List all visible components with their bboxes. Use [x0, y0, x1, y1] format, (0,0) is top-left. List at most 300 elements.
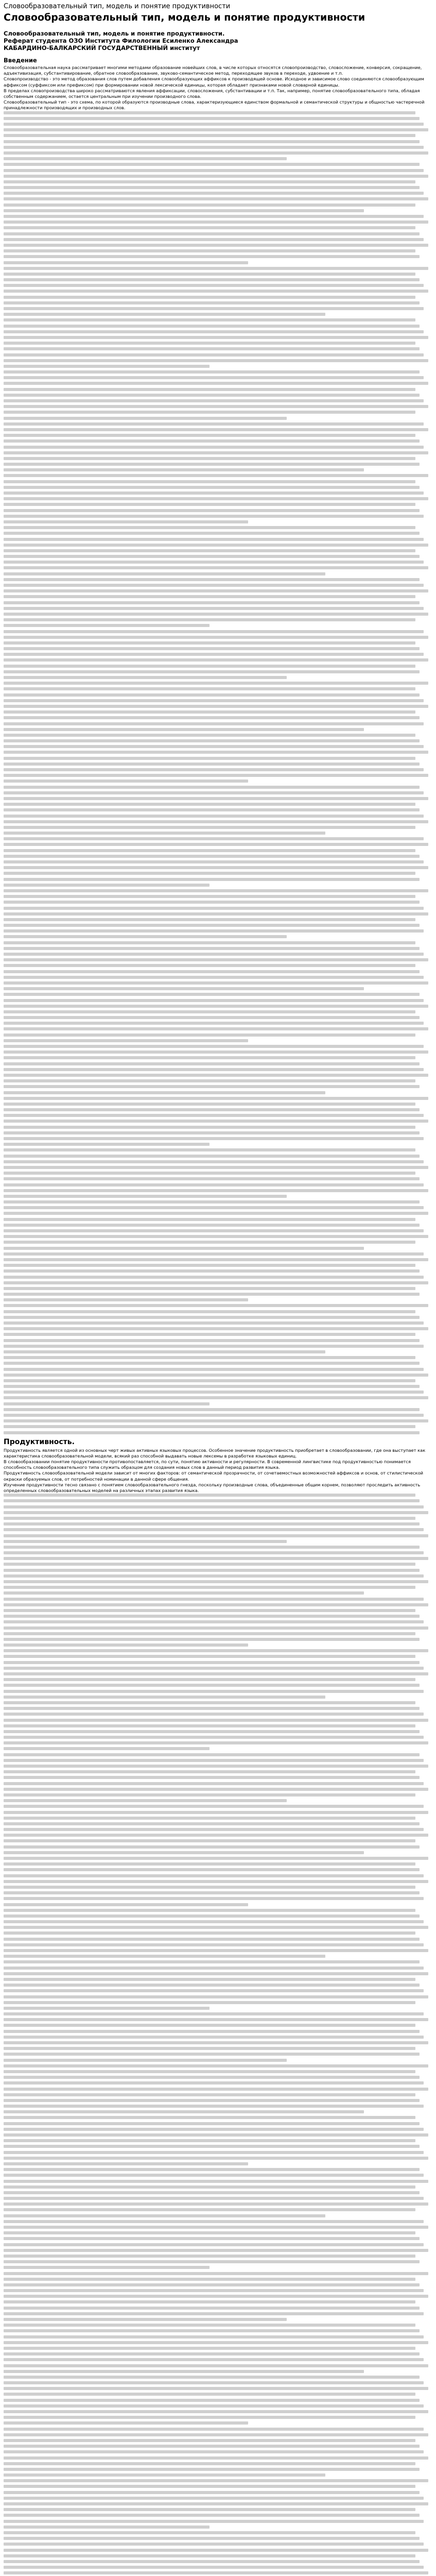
- text-line: [4, 422, 424, 426]
- text-line: [4, 1045, 424, 1048]
- text-line: [4, 111, 415, 114]
- text-line: [4, 866, 428, 869]
- text-line: [4, 2059, 287, 2062]
- text-line: [4, 376, 424, 379]
- text-line: [4, 1160, 424, 1163]
- text-line: [4, 2508, 415, 2511]
- text-line: [4, 1880, 428, 1883]
- text-line: [4, 566, 428, 569]
- text-line: [4, 705, 428, 708]
- text-line: [4, 2520, 424, 2523]
- text-line: [4, 699, 424, 702]
- text-line: [4, 1920, 424, 1923]
- text-line: [4, 768, 424, 771]
- text-line: [4, 1339, 420, 1342]
- text-line: [4, 2364, 428, 2367]
- text-line: [4, 2174, 424, 2177]
- text-line: [4, 826, 415, 829]
- text-line: [4, 658, 428, 662]
- text-line: [4, 532, 420, 535]
- text-line: [4, 1557, 428, 1560]
- text-line: [4, 762, 420, 766]
- text-line: [4, 1074, 428, 1077]
- text-line: [4, 1580, 428, 1583]
- text-line: [4, 561, 424, 564]
- text-line: [4, 382, 428, 385]
- text-line: [4, 1817, 415, 1820]
- text-line: [4, 1569, 420, 1572]
- text-line: [4, 1379, 415, 1382]
- text-line: [4, 1206, 424, 1209]
- text-line: [4, 1851, 364, 1854]
- text-line: [4, 1897, 424, 1900]
- text-line: [4, 803, 415, 806]
- text-line: [4, 2088, 428, 2091]
- text-line: [4, 417, 287, 420]
- text-line: [4, 1287, 415, 1290]
- text-line: [4, 1805, 424, 1808]
- text-line: [4, 2421, 248, 2425]
- text-line: [4, 411, 415, 414]
- text-line: [4, 128, 428, 131]
- text-line: [4, 204, 415, 207]
- text-line: [4, 970, 420, 973]
- text-line: [4, 2070, 415, 2073]
- text-line: [4, 2439, 415, 2442]
- text-line: [4, 918, 415, 921]
- text-line: [4, 1984, 420, 1987]
- text-line: [4, 1172, 415, 1175]
- text-line: [4, 2214, 325, 2217]
- text-line: [4, 1368, 424, 1371]
- text-line: [4, 503, 415, 506]
- text-line: [4, 2376, 420, 2379]
- text-line: [4, 1868, 420, 1871]
- text-line: [4, 595, 415, 598]
- text-line: [4, 1678, 415, 1681]
- text-line: [4, 1713, 424, 1716]
- section-heading-productivity: Продуктивность.: [4, 1437, 75, 1446]
- text-line: [4, 2393, 415, 2396]
- text-line: [4, 1517, 415, 1520]
- text-line: [4, 1177, 420, 1180]
- text-line: [4, 2151, 424, 2154]
- text-line: [4, 2283, 420, 2286]
- text-line: [4, 1137, 424, 1140]
- text-line: [4, 1995, 428, 1998]
- text-line: [4, 2416, 415, 2419]
- text-line: [4, 953, 424, 956]
- text-line: [4, 2352, 420, 2355]
- text-line: [4, 791, 424, 794]
- text-line: [4, 734, 415, 737]
- text-line: [4, 1845, 420, 1849]
- text-line: [4, 1834, 428, 1837]
- text-line: [4, 2502, 428, 2505]
- text-line: [4, 2410, 428, 2413]
- text-line: [4, 2462, 415, 2465]
- text-line: [4, 474, 428, 477]
- text-line: [4, 1989, 424, 1992]
- text-line: [4, 895, 415, 898]
- text-line: [4, 2105, 424, 2108]
- text-line: [4, 924, 420, 927]
- text-line: [4, 2122, 420, 2125]
- text-line: [4, 1632, 415, 1635]
- text-line: [4, 1862, 415, 1866]
- text-line: [4, 2036, 424, 2039]
- text-line: [4, 2191, 420, 2194]
- text-line: [4, 1960, 420, 1963]
- text-line: [4, 884, 210, 887]
- text-line: [4, 2428, 424, 2431]
- text-line: [4, 1782, 424, 1785]
- text-line: [4, 1724, 415, 1727]
- text-line: [4, 1615, 420, 1618]
- text-line: [4, 1603, 428, 1606]
- text-line: [4, 2041, 428, 2044]
- text-line: [4, 439, 420, 443]
- text-line: [4, 2307, 420, 2310]
- text-line: [4, 1016, 420, 1019]
- text-line: [4, 1345, 424, 1348]
- text-line: [4, 1978, 415, 1981]
- text-line: [4, 2157, 428, 2160]
- text-line: [4, 221, 428, 224]
- text-line: [4, 1062, 420, 1065]
- text-line: [4, 1027, 428, 1030]
- text-line: [4, 157, 287, 160]
- text-line: [4, 901, 420, 904]
- text-line: [4, 572, 325, 575]
- text-line: [4, 2237, 420, 2240]
- text-line: [4, 2197, 424, 2200]
- text-line: [4, 912, 428, 916]
- text-line: [4, 2162, 248, 2165]
- text-line: [4, 146, 424, 149]
- text-line: [4, 1903, 248, 1906]
- text-line: [4, 330, 424, 333]
- text-line: [4, 2571, 428, 2574]
- text-line: [4, 999, 424, 1002]
- text-line: [4, 947, 420, 950]
- text-line: [4, 1247, 364, 1250]
- text-line: [4, 1696, 325, 1699]
- text-line: [4, 1050, 428, 1054]
- text-line: [4, 1356, 415, 1359]
- text-line: [4, 2128, 424, 2131]
- text-line: [4, 1886, 415, 1889]
- text-line: [4, 370, 420, 374]
- text-line: [4, 757, 415, 760]
- text-line: [4, 267, 428, 270]
- text-line: [4, 1120, 428, 1123]
- text-line: [4, 2497, 424, 2500]
- text-line: [4, 2370, 364, 2373]
- text-line: [4, 1327, 428, 1330]
- text-line: [4, 1626, 428, 1630]
- text-line: [4, 941, 415, 944]
- text-line: [4, 2226, 428, 2229]
- text-line: [4, 2168, 420, 2171]
- text-line: [4, 353, 424, 357]
- text-line: [4, 716, 420, 719]
- text-line: [4, 1909, 415, 1912]
- text-line: [4, 2001, 415, 2004]
- text-line: [4, 1828, 424, 1831]
- text-line: [4, 2231, 415, 2234]
- text-line: [4, 2202, 428, 2206]
- text-line: [4, 1765, 428, 1768]
- text-line: [4, 2318, 287, 2321]
- text-line: [4, 1391, 424, 1394]
- text-line: [4, 774, 428, 777]
- text-line: [4, 618, 415, 621]
- text-line: [4, 244, 428, 247]
- text-line: [4, 1350, 325, 1353]
- text-line: [4, 169, 424, 172]
- section-paragraph: Продуктивность является одной из основных черт живых активных языковых процессов. Особенное значение продуктивность приобретает в словообразовании, где она выступает как характеристика словообразовательной модели, всякий раз способной выдавать новые лексемы в разработке языковых единиц.: [4, 1447, 426, 1459]
- intro-paragraph: Словопроизводство - это метод образования слов путем добавления словообразующих аффиксов к производящей основе. Исходное и зависимое слово соединяются словообразующим аффиксом (суффиксом или префиксом) при формировании новой лексической единицы, которая обладает признаками новой словарной единицы.: [4, 76, 424, 88]
- text-line: [4, 2260, 420, 2263]
- text-line: [4, 2278, 415, 2281]
- text-line: [4, 451, 428, 454]
- text-line: [4, 1374, 428, 1377]
- text-line: [4, 1494, 415, 1497]
- text-line: [4, 2272, 428, 2275]
- text-line: [4, 808, 420, 811]
- text-line: [4, 1298, 248, 1301]
- text-line: [4, 1281, 428, 1284]
- document-main-title: Словообразовательный тип, модель и понятие продуктивности: [4, 12, 365, 23]
- text-line: [4, 1609, 415, 1612]
- text-line: [4, 1931, 415, 1935]
- text-line: [4, 1229, 424, 1232]
- text-line: [4, 1316, 420, 1319]
- text-line: [4, 636, 428, 639]
- text-line: [4, 1522, 420, 1526]
- text-line: [4, 1546, 420, 1549]
- text-line: [4, 2289, 424, 2292]
- text-line: [4, 2554, 415, 2557]
- text-line: [4, 2295, 428, 2298]
- text-line: [4, 2526, 210, 2529]
- text-line: [4, 2300, 415, 2303]
- text-line: [4, 549, 415, 552]
- text-line: [4, 2012, 424, 2015]
- text-line: [4, 849, 415, 852]
- text-line: [4, 1788, 428, 1791]
- text-line: [4, 1655, 415, 1658]
- text-line: [4, 1264, 415, 1267]
- text-line: [4, 1108, 420, 1111]
- text-line: [4, 779, 248, 783]
- text-line: [4, 399, 424, 402]
- text-line: [4, 2030, 420, 2033]
- text-line: [4, 1269, 420, 1273]
- text-line: [4, 2445, 420, 2448]
- text-line: [4, 2139, 415, 2142]
- text-line: [4, 2208, 415, 2211]
- text-line: [4, 929, 424, 933]
- text-line: [4, 889, 428, 892]
- text-line: [4, 1799, 287, 1802]
- text-line: [4, 290, 428, 293]
- text-line: [4, 215, 424, 218]
- text-line: [4, 2387, 428, 2390]
- text-line: [4, 2537, 420, 2540]
- text-line: [4, 180, 415, 183]
- text-line: [4, 307, 424, 310]
- text-line: [4, 1741, 428, 1744]
- section-paragraph: В словообразовании понятие продуктивности противопоставляется, по сути, понятию активности и регулярности. В современной лингвистике под продуктивностью понимается способность словообразовательного типа служить образцом для создания новых слов в данный период развития языка.: [4, 1459, 411, 1470]
- text-line: [4, 278, 420, 281]
- text-line: [4, 1218, 415, 1221]
- text-line: [4, 2007, 210, 2010]
- text-line: [4, 2404, 424, 2408]
- text-line: [4, 1511, 428, 1514]
- text-line: [4, 1551, 424, 1554]
- text-line: [4, 1528, 424, 1531]
- text-line: [4, 1891, 420, 1894]
- text-line: [4, 630, 424, 633]
- text-line: [4, 2110, 364, 2113]
- document-top-title: Словообразовательный тип, модель и понятие продуктивности: [4, 3, 231, 10]
- text-line: [4, 676, 287, 679]
- text-line: [4, 434, 415, 437]
- text-line: [4, 739, 420, 742]
- text-line: [4, 261, 248, 264]
- text-line: [4, 1747, 210, 1750]
- text-line: [4, 284, 424, 287]
- text-line: [4, 463, 420, 466]
- text-line: [4, 837, 424, 840]
- text-line: [4, 1126, 415, 1129]
- text-line: [4, 2312, 424, 2315]
- text-line: [4, 428, 428, 431]
- text-line: [4, 958, 428, 961]
- text-line: [4, 1811, 428, 1814]
- text-line: [4, 1914, 420, 1918]
- text-line: [4, 993, 420, 996]
- text-line: [4, 1707, 420, 1710]
- text-line: [4, 1770, 415, 1773]
- text-line: [4, 860, 424, 863]
- text-line: [4, 1638, 420, 1641]
- text-line: [4, 2543, 424, 2546]
- text-line: [4, 1252, 424, 1256]
- text-line: [4, 682, 428, 685]
- text-line: [4, 1672, 428, 1675]
- text-line: [4, 1304, 428, 1307]
- text-line: [4, 1684, 420, 1687]
- text-line: [4, 232, 420, 235]
- text-line: [4, 273, 415, 276]
- text-line: [4, 1385, 420, 1388]
- text-line: [4, 296, 415, 299]
- intro-body-filler: [4, 111, 432, 1434]
- text-line: [4, 1822, 420, 1825]
- text-line: [4, 2549, 428, 2552]
- text-line: [4, 2347, 415, 2350]
- text-line: [4, 935, 287, 938]
- text-line: [4, 1408, 420, 1411]
- text-line: [4, 2047, 415, 2050]
- text-line: [4, 255, 420, 258]
- text-line: [4, 907, 424, 910]
- text-line: [4, 2018, 428, 2021]
- text-line: [4, 1131, 420, 1134]
- text-line: [4, 1224, 420, 1227]
- text-line: [4, 1943, 424, 1946]
- text-line: [4, 1967, 424, 1970]
- text-line: [4, 336, 428, 339]
- text-line: [4, 151, 428, 155]
- section-paragraph: Продуктивность словообразовательной модели зависит от многих факторов: от семантической прозрачности, от сочетаемостных возможностей аффиксов и основ, от стилистической окраски образуемых слов, от потребностей номинации в данной сфере общения.: [4, 1470, 424, 1482]
- text-line: [4, 2266, 210, 2269]
- text-line: [4, 1241, 415, 1244]
- text-line: [4, 1166, 428, 1169]
- text-line: [4, 2064, 428, 2067]
- text-line: [4, 1155, 420, 1158]
- text-line: [4, 976, 424, 979]
- text-line: [4, 1839, 415, 1842]
- text-line: [4, 209, 364, 212]
- text-line: [4, 1730, 420, 1733]
- text-line: [4, 987, 364, 990]
- text-line: [4, 1097, 428, 1100]
- text-line: [4, 186, 420, 189]
- header-line-1: Словообразовательный тип, модель и понятие продуктивности.: [4, 30, 225, 37]
- text-line: [4, 601, 420, 604]
- intro-paragraph: Словообразовательный тип - это схема, по которой образуются производные слова, характеризующиеся единством формальной и семантической структуры и общностью частеречной принадлежности производящих и производных слов.: [4, 99, 425, 111]
- text-line: [4, 2358, 424, 2361]
- text-line: [4, 1431, 420, 1434]
- text-line: [4, 1402, 210, 1405]
- text-line: [4, 1079, 415, 1082]
- text-line: [4, 1195, 287, 1198]
- text-line: [4, 2433, 428, 2436]
- text-line: [4, 1085, 420, 1088]
- text-line: [4, 515, 424, 518]
- text-line: [4, 2491, 420, 2494]
- text-line: [4, 1103, 415, 1106]
- text-line: [4, 226, 415, 229]
- text-line: [4, 2093, 415, 2096]
- text-line: [4, 2479, 428, 2482]
- text-line: [4, 1293, 420, 1296]
- text-line: [4, 584, 424, 587]
- text-line: [4, 578, 420, 581]
- text-line: [4, 1258, 428, 1261]
- text-line: [4, 1419, 428, 1422]
- text-line: [4, 342, 415, 345]
- text-line: [4, 1955, 325, 1958]
- text-line: [4, 347, 420, 350]
- text-line: [4, 2335, 424, 2338]
- text-line: [4, 1425, 415, 1428]
- text-line: [4, 175, 428, 178]
- header-line-2: Реферат студента ОЗО Института Филологии Есиленко Александра: [4, 37, 238, 44]
- text-line: [4, 2081, 424, 2084]
- text-line: [4, 1039, 248, 1042]
- text-line: [4, 2255, 415, 2258]
- text-line: [4, 1540, 287, 1543]
- text-line: [4, 687, 415, 690]
- text-line: [4, 446, 424, 449]
- text-line: [4, 394, 420, 397]
- text-line: [4, 797, 428, 800]
